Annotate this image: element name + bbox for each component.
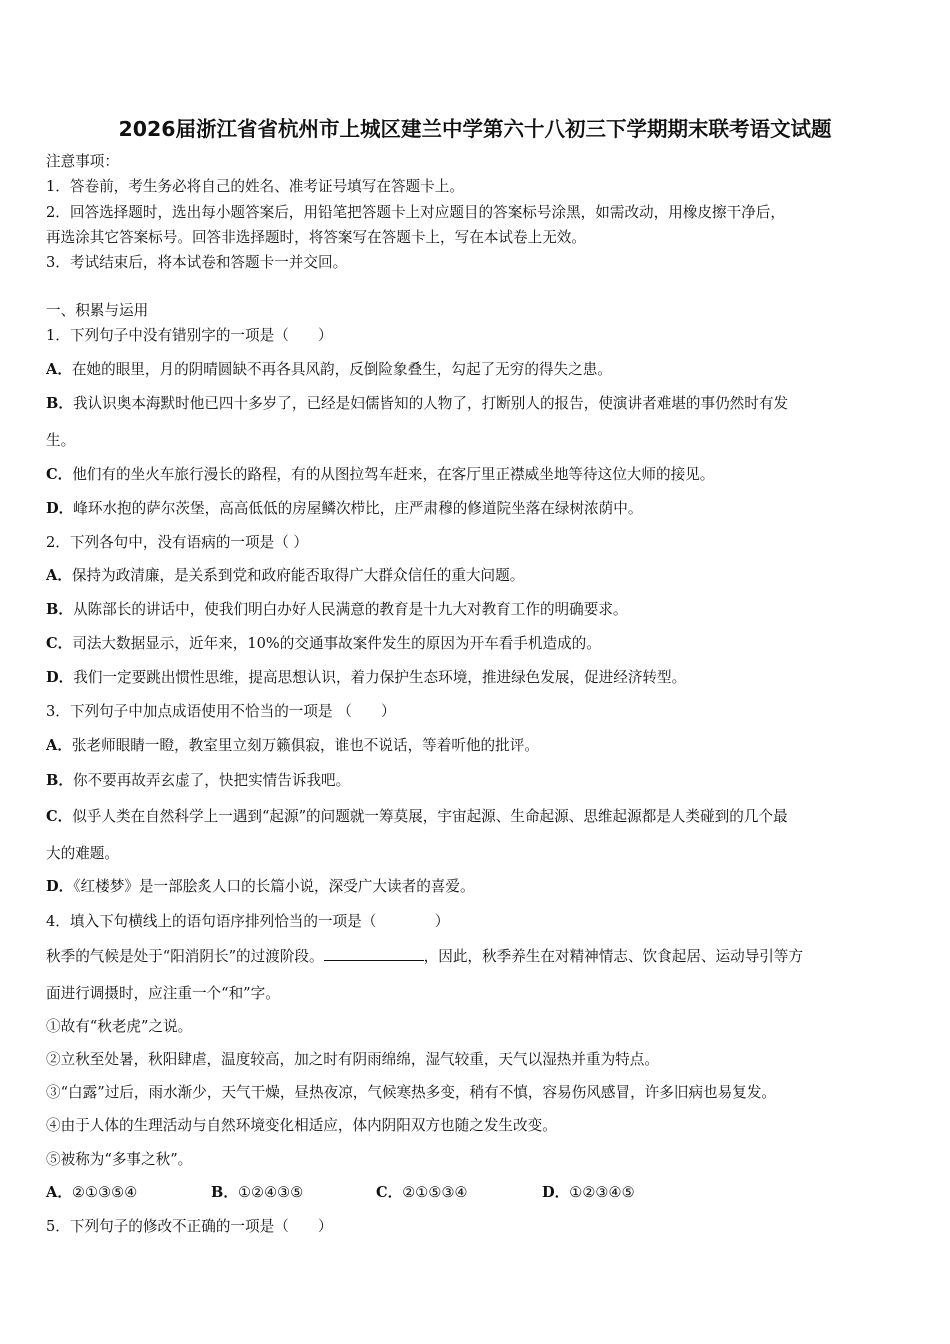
question-1-option-a <box>46 360 612 380</box>
question-4-sentence: ①故有“秋老虎”之说。 <box>46 1018 193 1035</box>
notice-heading: 注意事项： <box>46 153 119 170</box>
question-4-passage <box>46 946 803 967</box>
option-text: 我认识奥本海默时他已四十多岁了，已经是妇儒皆知的人物了，打断别人的报告，使演讲者难堪的事仍然时有发 <box>72 395 789 412</box>
question-4-stem: 4．填入下句横线上的语句语序排列恰当的一项是（ ） <box>46 913 450 930</box>
question-3-option-b <box>46 771 350 791</box>
option-text: 从陈部长的讲话中，使我们明白办好人民满意的教育是十九大对教育工作的明确要求。 <box>72 601 628 618</box>
option-label: A． <box>46 361 72 378</box>
option-label: D． <box>46 878 74 895</box>
question-1-option-d <box>46 499 642 519</box>
option-text: 司法大数据显示，近年来，10%的交通事故案件发生的原因为开车看手机造成的。 <box>72 635 601 652</box>
question-2-stem: 2．下列各句中，没有语病的一项是（ ） <box>46 534 309 551</box>
fill-blank <box>324 946 424 961</box>
option-text: ①②④③⑤ <box>237 1184 304 1201</box>
option-text: 你不要再故弄玄虚了，快把实情告诉我吧。 <box>72 772 351 789</box>
notice-item: 2．回答选择题时，选出每小题答案后，用铅笔把答题卡上对应题目的答案标号涂黑，如需改动，用橡皮擦干净后， <box>46 204 785 221</box>
option-label: C． <box>46 635 73 652</box>
option-text: ①②③④⑤ <box>569 1184 635 1201</box>
question-2-option-d <box>46 668 686 688</box>
question-4-sentence: ③“白露”过后，雨水渐少，天气干燥，昼热夜凉，气候寒热多变，稍有不慎，容易伤风感冒，许多旧病也易复发。 <box>46 1084 777 1101</box>
option-label: A． <box>46 737 72 754</box>
option-label: B． <box>46 772 73 789</box>
question-4-option-c <box>376 1183 468 1203</box>
section-heading: 一、积累与运用 <box>46 302 149 319</box>
option-label: C． <box>46 466 73 483</box>
option-text: 似乎人类在自然科学上一遇到“起源”的问题就一筹莫展，宇宙起源、生命起源、思维起源都是人类碰到的几个最 <box>72 808 788 825</box>
option-text: ②①③⑤④ <box>71 1184 138 1201</box>
question-2-option-c <box>46 634 601 654</box>
question-2-option-a <box>46 566 524 586</box>
option-label: B． <box>46 601 73 618</box>
question-4-option-d <box>542 1183 635 1203</box>
option-label: C． <box>46 808 73 825</box>
question-4-sentence: ②立秋至处暑，秋阳肆虐，温度较高，加之时有阴雨绵绵，湿气较重，天气以湿热并重为特点。 <box>46 1051 659 1068</box>
option-label: C． <box>376 1184 403 1201</box>
question-5-stem: 5．下列句子的修改不正确的一项是（ ） <box>46 1218 333 1235</box>
question-3-option-d <box>46 877 475 897</box>
question-3-option-a <box>46 736 539 756</box>
question-4-option-a <box>46 1183 137 1203</box>
question-1-option-b <box>46 394 788 414</box>
option-text: 峰环水抱的萨尔茨堡，高高低低的房屋鳞次栉比，庄严肃穆的修道院坐落在绿树浓荫中。 <box>73 500 643 517</box>
option-text: 在她的眼里，月的阴晴圆缺不再各具风韵，反倒险象叠生，勾起了无穷的得失之患。 <box>71 361 612 378</box>
question-4-sentence: ④由于人体的生理活动与自然环境变化相适应，体内阴阳双方也随之发生改变。 <box>46 1117 557 1134</box>
option-label: A． <box>46 1184 72 1201</box>
passage-text: 秋季的气候是处于“阳消阴长”的过渡阶段。 <box>46 948 324 965</box>
question-1-stem: 1．下列句子中没有错别字的一项是（ ） <box>46 327 333 344</box>
notice-item: 1．答卷前，考生务必将自己的姓名、准考证号填写在答题卡上。 <box>46 178 464 195</box>
question-4-option-b <box>211 1183 303 1203</box>
option-text: 他们有的坐火车旅行漫长的路程，有的从图拉驾车赶来，在客厅里正襟威坐地等待这位大师的接见。 <box>72 466 715 483</box>
question-2-option-b <box>46 600 628 620</box>
passage-text: ，因此，秋季养生在对精神情志、饮食起居、运动导引等方 <box>423 948 804 965</box>
question-4-sentence: ⑤被称为“多事之秋”。 <box>46 1151 193 1168</box>
option-text: 《红楼梦》是一部脍炙人口的长篇小说，深受广大读者的喜爱。 <box>73 878 475 895</box>
question-1-option-b-cont: 生。 <box>46 432 76 449</box>
question-3-option-c-cont: 大的难题。 <box>46 845 119 862</box>
question-4-passage-cont: 面进行调摄时，应注重一个“和”字。 <box>46 985 280 1002</box>
question-3-option-c <box>46 807 788 827</box>
question-1-option-c <box>46 465 714 485</box>
notice-item: 3．考试结束后，将本试卷和答题卡一并交回。 <box>46 254 348 271</box>
option-text: 保持为政清廉，是关系到党和政府能否取得广大群众信任的重大问题。 <box>71 567 525 584</box>
option-text: 我们一定要跳出惯性思维，提高思想认识，着力保护生态环境，推进绿色发展，促进经济转型。 <box>73 669 687 686</box>
notice-item: 再选涂其它答案标号。回答非选择题时，将答案写在答题卡上，写在本试卷上无效。 <box>46 229 586 246</box>
option-label: D． <box>46 669 74 686</box>
option-label: B． <box>211 1184 238 1201</box>
option-text: 张老师眼睛一瞪，教室里立刻万籁俱寂，谁也不说话，等着听他的批评。 <box>71 737 539 754</box>
option-label: D． <box>46 500 74 517</box>
option-text: ②①⑤③④ <box>402 1184 468 1201</box>
option-label: B． <box>46 395 73 412</box>
option-label: A． <box>46 567 72 584</box>
question-3-stem: 3．下列句子中加点成语使用不恰当的一项是 （ ） <box>46 703 396 720</box>
page-title: 2026届浙江省省杭州市上城区建兰中学第六十八初三下学期期末联考语文试题 <box>118 117 832 141</box>
option-label: D． <box>542 1184 570 1201</box>
